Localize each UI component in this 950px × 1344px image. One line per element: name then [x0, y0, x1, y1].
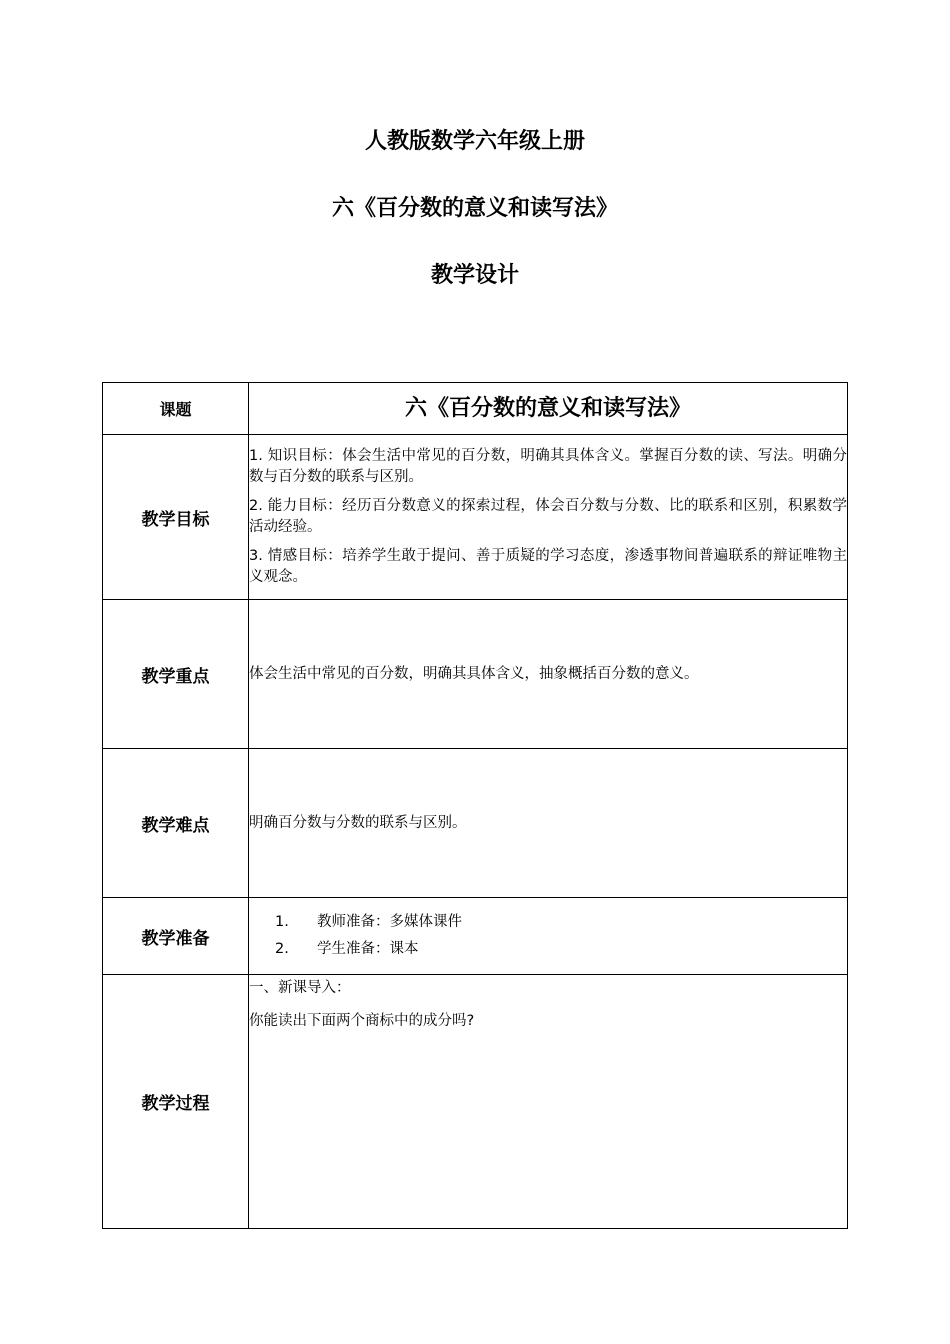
objective-item: 1. 知识目标：体会生活中常见的百分数，明确其具体含义。掌握百分数的读、写法。明确分数与百分数的联系与区别。 — [249, 448, 847, 485]
lesson-plan-table — [102, 382, 848, 1229]
table-row — [103, 749, 848, 898]
objective-item: 3. 情感目标：培养学生敢于提问、善于质疑的学习态度，渗透事物间普遍联系的辩证唯物主义观念。 — [249, 548, 847, 585]
preparation-label: 教学准备 — [103, 898, 249, 975]
lesson-title: 六《百分数的意义和读写法》 — [331, 196, 618, 221]
list-item — [249, 912, 847, 933]
table-row — [103, 383, 848, 435]
difficulties-label: 教学难点 — [103, 749, 249, 898]
subject-value: 六《百分数的意义和读写法》 — [404, 395, 691, 421]
objective-item: 2. 能力目标：经历百分数意义的探索过程，体会百分数与分数、比的联系和区别，积累数学活动经验。 — [249, 498, 847, 535]
process-label: 教学过程 — [103, 975, 249, 1229]
key-points-label: 教学重点 — [103, 600, 249, 749]
process-heading: 一、新课导入： — [249, 980, 351, 996]
table-row — [103, 600, 848, 749]
difficulties-text: 明确百分数与分数的联系与区别。 — [249, 749, 848, 898]
objectives-label: 教学目标 — [103, 435, 249, 600]
table-row — [103, 975, 848, 1229]
key-points-text: 体会生活中常见的百分数，明确其具体含义，抽象概括百分数的意义。 — [249, 600, 848, 749]
preparation-cell — [249, 898, 848, 975]
process-question: 你能读出下面两个商标中的成分吗? — [249, 1013, 475, 1029]
list-number: 1. — [275, 914, 289, 930]
table-row — [103, 435, 848, 600]
subject-label: 课题 — [103, 383, 249, 435]
subject-cell — [249, 383, 848, 435]
list-text: 学生准备：课本 — [317, 941, 419, 957]
objectives-cell — [249, 435, 848, 600]
list-item — [249, 939, 847, 960]
document-title: 人教版数学六年级上册 — [364, 129, 585, 154]
process-cell — [249, 975, 848, 1229]
table-row — [103, 898, 848, 975]
list-number: 2. — [275, 941, 289, 957]
document-subtitle: 教学设计 — [430, 263, 519, 288]
list-text: 教师准备：多媒体课件 — [317, 914, 462, 930]
